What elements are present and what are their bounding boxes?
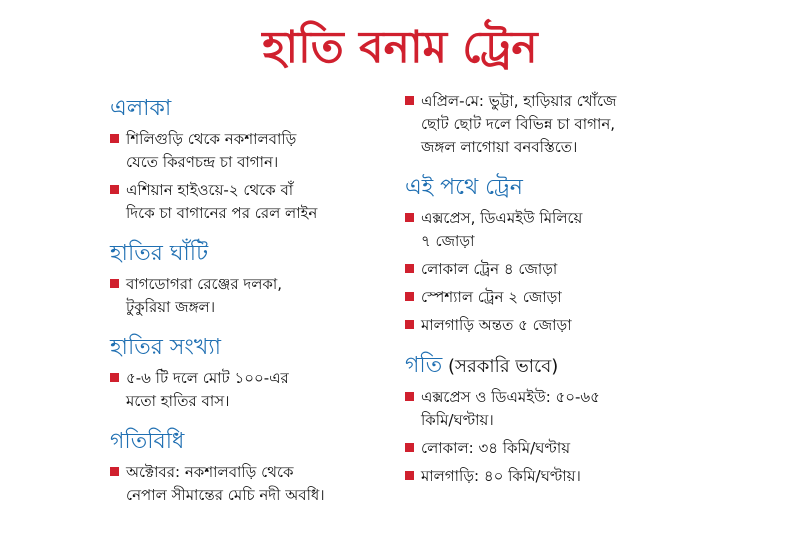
- section-heading: [405, 171, 705, 205]
- list-item-line: লোকাল: ৩৪ কিমি/ঘণ্টায়: [421, 439, 571, 457]
- page-title: হাতি বনাম ট্রেন: [262, 22, 538, 73]
- list-item-line: এক্সপ্রেস ও ডিএমইউ: ৫০-৬৫: [421, 388, 600, 406]
- list-item-line: এপ্রিল-মে: ভুট্টা, হাড়িয়ার খোঁজে: [421, 92, 617, 110]
- info-section: [405, 342, 705, 488]
- list-item-line: ছোট ছোট দলে বিভিন্ন চা বাগান,: [421, 115, 616, 133]
- list-item: [405, 207, 705, 253]
- list-item-line: লোকাল ট্রেন ৪ জোড়া: [421, 260, 558, 278]
- list-item-line: মালগাড়ি অন্তত ৫ জোড়া: [421, 316, 572, 334]
- list-item-line: টুকুরিয়া জঙ্গল।: [126, 298, 216, 316]
- list-item: [405, 386, 705, 432]
- list-item-line: এক্সপ্রেস, ডিএমইউ মিলিয়ে: [421, 209, 583, 227]
- list-item: [110, 179, 400, 225]
- list-item-line: ৭ জোড়া: [421, 232, 475, 250]
- square-bullet-icon: [110, 467, 119, 476]
- square-bullet-icon: [405, 292, 414, 301]
- list-item-line: এশিয়ান হাইওয়ে-২ থেকে বাঁ: [126, 181, 294, 199]
- right-column: [405, 90, 705, 493]
- list-item-line: বাগডোগরা রেঞ্জের দলকা,: [126, 275, 283, 293]
- list-item-line: নেপাল সীমান্তের মেচি নদী অবধি।: [126, 486, 325, 504]
- list-item: [110, 367, 400, 413]
- info-section: [405, 164, 705, 337]
- list-item-line: মালগাড়ি: ৪০ কিমি/ঘণ্টায়।: [421, 467, 581, 485]
- list-item: [405, 90, 705, 159]
- info-section: [110, 418, 400, 507]
- section-heading-text: গতি: [405, 353, 443, 378]
- list-item-line: অক্টোবর: নকশালবাড়ি থেকে: [126, 463, 294, 481]
- list-item: [405, 465, 705, 488]
- section-heading-text: হাতির ঘাঁটি: [110, 241, 209, 266]
- list-item: [110, 273, 400, 319]
- list-item-line: কিমি/ঘণ্টায়।: [421, 411, 494, 429]
- section-heading: [110, 92, 400, 126]
- list-item-line: দিকে চা বাগানের পর রেল লাইন: [126, 204, 318, 222]
- list-item-line: মতো হাতির বাস।: [126, 392, 230, 410]
- info-section: [110, 92, 400, 225]
- list-item: [405, 286, 705, 309]
- square-bullet-icon: [405, 471, 414, 480]
- list-item: [110, 128, 400, 174]
- section-heading-text: হাতির সংখ্যা: [110, 335, 222, 360]
- list-item-line: ৫-৬ টি দলে মোট ১০০-এর: [126, 369, 289, 387]
- square-bullet-icon: [110, 134, 119, 143]
- section-heading-text: এই পথে ট্রেন: [405, 175, 523, 200]
- left-column: [110, 92, 400, 512]
- section-heading: [110, 425, 400, 459]
- section-heading: [405, 349, 705, 384]
- list-item: [405, 258, 705, 281]
- section-heading-note: (সরকারি ভাবে): [442, 356, 559, 377]
- info-section: [110, 230, 400, 319]
- list-item-line: স্পেশ্যাল ট্রেন ২ জোড়া: [421, 288, 562, 306]
- square-bullet-icon: [405, 96, 414, 105]
- square-bullet-icon: [405, 213, 414, 222]
- square-bullet-icon: [405, 264, 414, 273]
- list-item: [405, 437, 705, 460]
- info-section: [110, 324, 400, 413]
- square-bullet-icon: [405, 320, 414, 329]
- list-item: [110, 461, 400, 507]
- section-heading: [110, 331, 400, 365]
- list-item-line: শিলিগুড়ি থেকে নকশালবাড়ি: [126, 130, 297, 148]
- square-bullet-icon: [405, 392, 414, 401]
- square-bullet-icon: [110, 185, 119, 194]
- list-item-line: যেতে কিরণচন্দ্র চা বাগান।: [126, 153, 279, 171]
- section-heading-text: গতিবিধি: [110, 429, 185, 454]
- info-section: [405, 90, 705, 159]
- section-heading: [110, 237, 400, 271]
- section-heading-text: এলাকা: [110, 96, 172, 121]
- list-item: [405, 314, 705, 337]
- square-bullet-icon: [110, 279, 119, 288]
- square-bullet-icon: [405, 443, 414, 452]
- list-item-line: জঙ্গল লাগোয়া বনবস্তিতে।: [421, 138, 578, 156]
- square-bullet-icon: [110, 373, 119, 382]
